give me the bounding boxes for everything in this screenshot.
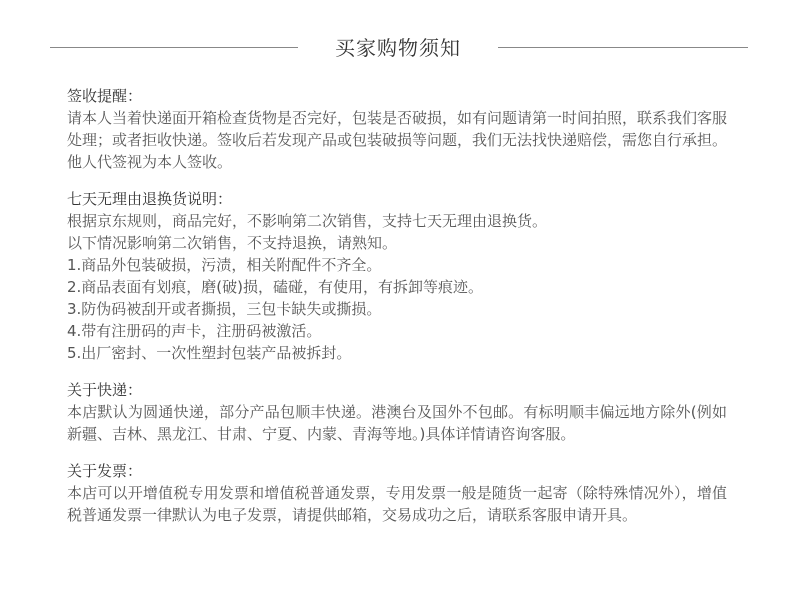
receipt-reminder-title: 签收提醒： (67, 87, 143, 105)
shipping-title: 关于快递： (67, 381, 143, 399)
invoice-text: 本店可以开增值税专用发票和增值税普通发票，专用发票一般是随货一起寄（除特殊情况外），增值税普通发票一律默认为电子发票，请提供邮箱，交易成功之后，请联系客服申请开具。 (67, 484, 727, 524)
returns-policy-line: 2.商品表面有划痕，磨(破)损，磕碰，有使用，有拆卸等痕迹。 (67, 278, 484, 296)
invoice-title: 关于发票： (67, 462, 143, 480)
returns-policy-line: 根据京东规则，商品完好，不影响第二次销售，支持七天无理由退换货。 (67, 212, 548, 230)
returns-policy-title: 七天无理由退换货说明： (67, 190, 233, 208)
header-divider-right (498, 47, 748, 48)
returns-policy-line: 1.商品外包装破损，污渍，相关附配件不齐全。 (67, 256, 382, 274)
returns-policy-section (67, 188, 727, 364)
returns-policy-line: 4.带有注册码的声卡，注册码被激活。 (67, 322, 322, 340)
page-title: 买家购物须知 (335, 36, 461, 60)
receipt-reminder-text: 请本人当着快递面开箱检查货物是否完好，包装是否破损，如有问题请第一时间拍照，联系我们客服处理；或者拒收快递。签收后若发现产品或包装破损等问题，我们无法找快递赔偿，需您自行承担。他人代签视为本人签收。 (67, 109, 728, 171)
shipping-text: 本店默认为圆通快递，部分产品包顺丰快递。港澳台及国外不包邮。有标明顺丰偏远地方除外(例如新疆、吉林、黑龙江、甘肃、宁夏、内蒙、青海等地。)具体详情请咨询客服。 (67, 403, 727, 443)
shipping-section (67, 379, 727, 445)
header-divider-left (50, 47, 298, 48)
returns-policy-line: 5.出厂密封、一次性塑封包装产品被拆封。 (67, 344, 352, 362)
returns-policy-line: 以下情况影响第二次销售，不支持退换，请熟知。 (67, 234, 398, 252)
notice-header (0, 30, 790, 66)
notice-content (67, 85, 727, 541)
receipt-reminder-section (67, 85, 727, 173)
invoice-section (67, 460, 727, 526)
returns-policy-line: 3.防伪码被刮开或者撕损，三包卡缺失或撕损。 (67, 300, 382, 318)
